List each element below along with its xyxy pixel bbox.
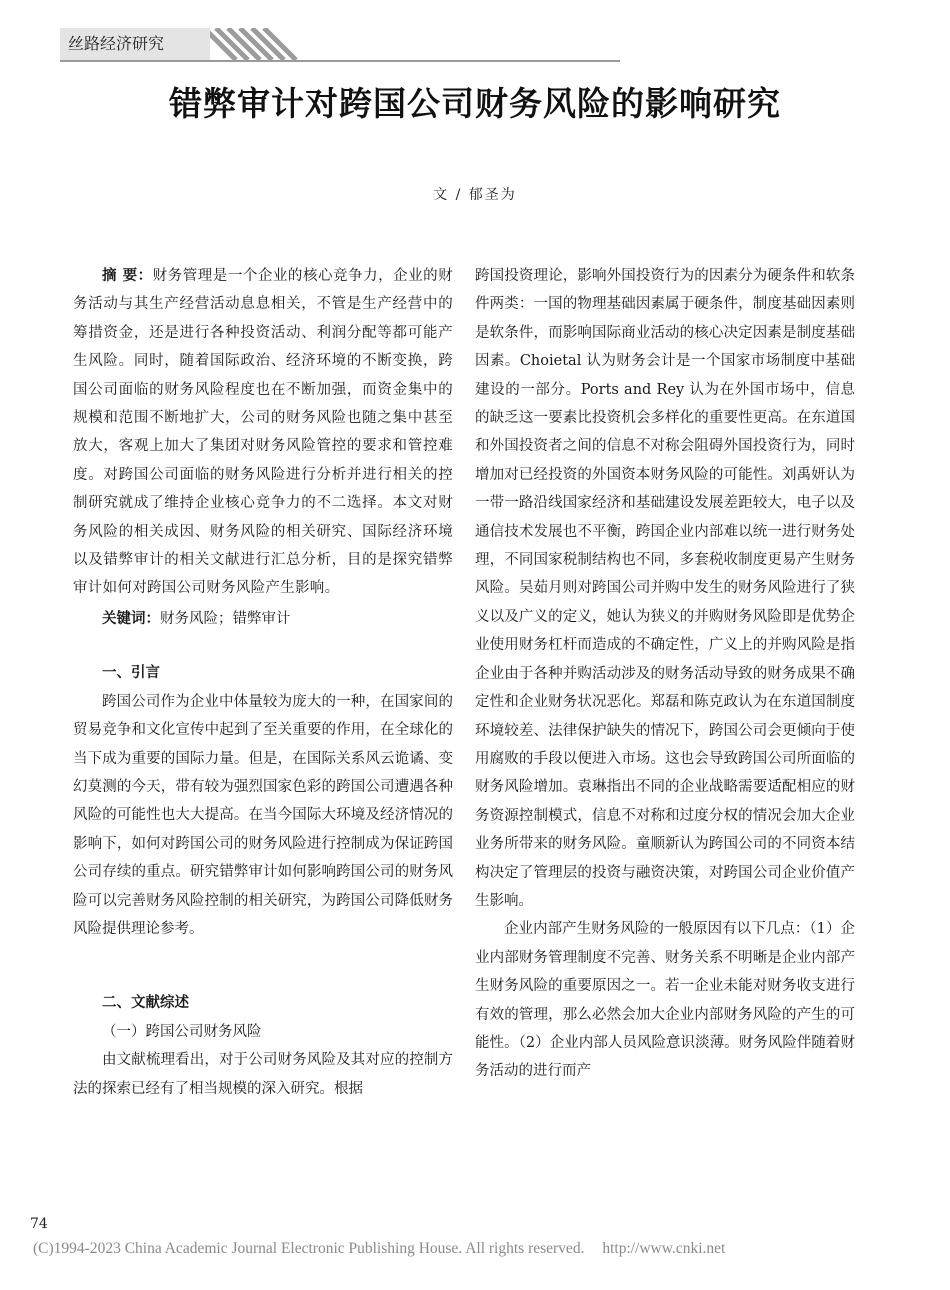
journal-name: 丝路经济研究: [60, 28, 210, 60]
section-2-subheading-1: （一）跨国公司财务风险: [102, 1023, 262, 1040]
left-column: [73, 262, 453, 1103]
article-byline: 文 / 郁圣为: [433, 187, 517, 203]
keywords-label: 关键词：: [102, 610, 160, 627]
header-stripes-decoration: [210, 28, 300, 60]
journal-header: [60, 28, 620, 60]
page-number: 74: [30, 1216, 48, 1232]
keywords-text: 财务风险；错弊审计: [160, 610, 291, 627]
article-title: 错弊审计对跨国公司财务风险的影响研究: [169, 84, 781, 123]
footer: [33, 1240, 933, 1258]
abstract-text: 财务管理是一个企业的核心竞争力，企业的财务活动与其生产经营活动息息相关，不管是生产经营中的筹措资金，还是进行各种投资活动、利润分配等都可能产生风险。同时，随着国际政治、经济环境的不断变换，跨国公司面临的财务风险程度也在不断加强，而资金集中的规模和范围不断地扩大，公司的财务风险也随之集中甚至放大，客观上加大了集团对财务风险管控的要求和管控难度。对跨国公司面临的财务风险进行分析并进行相关的控制研究就成了维持企业核心竞争力的不二选择。本文对财务风险的相关成因、财务风险的相关研究、国际经济环境以及错弊审计的相关文献进行汇总分析，目的是探究错弊审计如何对跨国公司财务风险产生影响。: [73, 268, 454, 597]
section-1-heading: 一、引言: [102, 665, 160, 682]
section-2-paragraph-2: 企业内部产生财务风险的一般原因有以下几点：（1）企业内部财务管理制度不完善、财务关系不明晰是企业内部产生财务风险的重要原因之一。若一企业未能对财务收支进行有效的管理，那么必然会加大企业内部财务风险的产生的可能性。（2）企业内部人员风险意识淡薄。财务风险伴随着财务活动的进行而产: [475, 921, 855, 1080]
header-rule: [60, 60, 620, 62]
section-1-paragraph: 跨国公司作为企业中体量较为庞大的一种，在国家间的贸易竞争和文化宣传中起到了至关重要的作用，在全球化的当下成为重要的国际力量。但是，在国际关系风云诡谲、变幻莫测的今天，带有较为强烈国家色彩的跨国公司遭遇各种风险的可能性也大大提高。在当今国际大环境及经济情况的影响下，如何对跨国公司的财务风险进行控制成为保证跨国公司存续的重点。研究错弊审计如何影响跨国公司的财务风险可以完善财务风险控制的相关研究，为跨国公司降低财务风险提供理论参考。: [73, 693, 453, 937]
keywords: [73, 605, 453, 633]
abstract: [73, 262, 453, 603]
section-2-paragraph-1-continued: 跨国投资理论，影响外国投资行为的因素分为硬条件和软条件两类：一国的物理基础因素属于硬条件，制度基础因素则是软条件，而影响国际商业活动的核心决定因素是制度基础因素。Choietal 认为财务会计是一个国家市场制度中基础建设的一部分。Ports and Rey 认为在外国市场中，信息的缺乏这一要素比投资机会多样化的重要性更高。在东道国和外国投资者之间的信息不对称会阻碍外国投资行为，同时增加对已经投资的外国资本财务风险的可能性。刘禹妍认为一带一路沿线国家经济和基础建设发展差距较大，电子以及通信技术发展也不平衡，跨国企业内部难以统一进行财务处理，不同国家税制结构也不同，多套税收制度更易产生财务风险。吴茹月则对跨国公司并购中发生的财务风险进行了狭义以及广义的定义，她认为狭义的并购财务风险即是优势企业使用财务杠杆而造成的不确定性，广义上的并购风险是指企业由于各种并购活动涉及的财务活动导致的财务成果不确定性和企业财务状况恶化。郑磊和陈克政认为在东道国制度环境较差、法律保护缺失的情况下，跨国公司会更倾向于使用腐败的手段以便进入市场。这也会导致跨国公司所面临的财务风险增加。袁琳指出不同的企业战略需要适配相应的财务资源控制模式，信息不对称和过度分权的情况会加大企业业务所带来的财务风险。童顺新认为跨国公司的不同资本结构决定了管理层的投资与融资决策，对跨国公司企业价值产生影响。: [475, 268, 855, 909]
right-column: [475, 262, 855, 1086]
footer-copyright: (C)1994-2023 China Academic Journal Electronic Publishing House. All rights reserved.: [33, 1240, 585, 1257]
section-2-heading: 二、文献综述: [102, 995, 189, 1012]
abstract-label: 摘 要：: [102, 268, 153, 284]
footer-url[interactable]: http://www.cnki.net: [602, 1240, 726, 1257]
section-2-paragraph-1: 由文献梳理看出，对于公司财务风险及其对应的控制方法的探索已经有了相当规模的深入研究。根据: [73, 1052, 453, 1097]
